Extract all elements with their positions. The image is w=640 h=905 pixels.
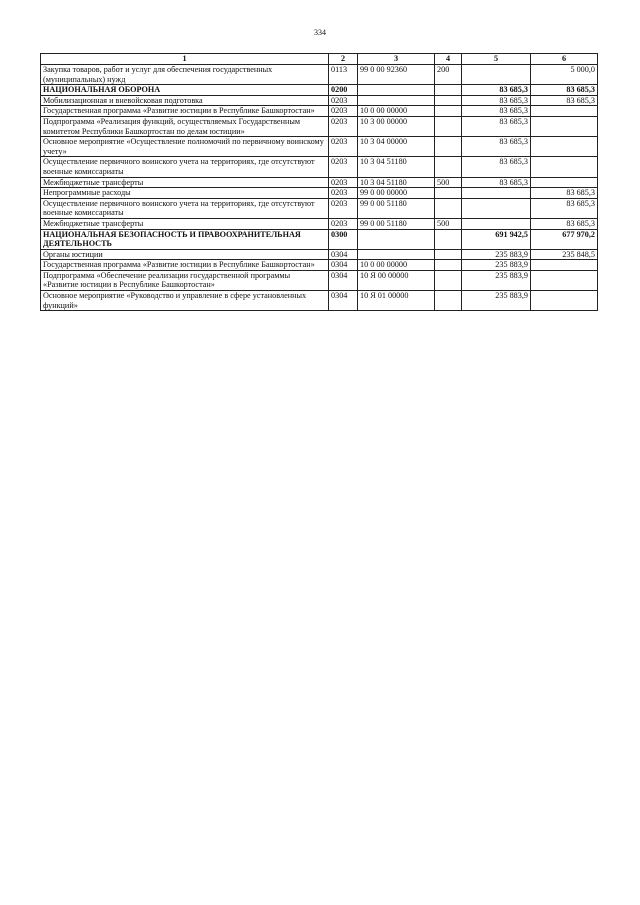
table-row <box>41 95 598 106</box>
row-section-code: 0203 <box>329 116 358 136</box>
row-expense-type <box>435 198 462 218</box>
row-expense-type <box>435 249 462 260</box>
row-amount-col6: 83 685,3 <box>531 95 598 106</box>
table-row <box>41 116 598 136</box>
row-expense-type <box>435 291 462 311</box>
row-name: НАЦИОНАЛЬНАЯ ОБОРОНА <box>41 85 329 96</box>
row-amount-col6 <box>531 106 598 117</box>
table-row <box>41 65 598 85</box>
table-row <box>41 137 598 157</box>
table-row <box>41 291 598 311</box>
row-amount-col6: 83 685,3 <box>531 198 598 218</box>
row-name: Подпрограмма «Реализация функций, осуществляемых Государственным комитетом Республики Башкортостан по делам юстиции» <box>41 116 329 136</box>
row-target-code: 10 3 04 51180 <box>358 177 435 188</box>
row-amount-col5: 83 685,3 <box>462 116 531 136</box>
budget-table <box>40 53 598 311</box>
row-section-code: 0300 <box>329 229 358 249</box>
row-expense-type <box>435 95 462 106</box>
row-amount-col6: 83 685,3 <box>531 188 598 199</box>
row-amount-col5: 83 685,3 <box>462 177 531 188</box>
row-target-code: 10 3 00 00000 <box>358 116 435 136</box>
row-expense-type <box>435 137 462 157</box>
row-amount-col6: 235 848,5 <box>531 249 598 260</box>
header-cell: 1 <box>41 54 329 65</box>
row-expense-type: 500 <box>435 218 462 229</box>
row-section-code: 0203 <box>329 95 358 106</box>
row-name: Государственная программа «Развитие юстиции в Республике Башкортостан» <box>41 260 329 271</box>
row-section-code: 0304 <box>329 270 358 290</box>
row-expense-type <box>435 188 462 199</box>
row-amount-col5: 83 685,3 <box>462 85 531 96</box>
row-amount-col5 <box>462 65 531 85</box>
table-row <box>41 198 598 218</box>
row-amount-col5: 83 685,3 <box>462 137 531 157</box>
header-cell: 4 <box>435 54 462 65</box>
table-row <box>41 270 598 290</box>
row-amount-col5: 691 942,5 <box>462 229 531 249</box>
row-section-code: 0203 <box>329 137 358 157</box>
row-name: Мобилизационная и вневойсковая подготовка <box>41 95 329 106</box>
row-expense-type <box>435 229 462 249</box>
table-row <box>41 260 598 271</box>
row-section-code: 0203 <box>329 157 358 177</box>
row-target-code: 99 0 00 51180 <box>358 218 435 229</box>
header-cell: 3 <box>358 54 435 65</box>
row-name: Непрограммные расходы <box>41 188 329 199</box>
row-name: Межбюджетные трансферты <box>41 177 329 188</box>
header-cell: 2 <box>329 54 358 65</box>
row-section-code: 0113 <box>329 65 358 85</box>
header-row <box>41 54 598 65</box>
table-row <box>41 157 598 177</box>
row-section-code: 0304 <box>329 260 358 271</box>
row-section-code: 0203 <box>329 198 358 218</box>
row-expense-type <box>435 116 462 136</box>
row-name: НАЦИОНАЛЬНАЯ БЕЗОПАСНОСТЬ И ПРАВООХРАНИТЕЛЬНАЯ ДЕЯТЕЛЬНОСТЬ <box>41 229 329 249</box>
row-amount-col5: 235 883,9 <box>462 270 531 290</box>
row-amount-col5 <box>462 198 531 218</box>
table-row <box>41 218 598 229</box>
row-name: Осуществление первичного воинского учета на территориях, где отсутствуют военные комиссариаты <box>41 198 329 218</box>
table-row <box>41 106 598 117</box>
row-name: Межбюджетные трансферты <box>41 218 329 229</box>
row-target-code <box>358 95 435 106</box>
row-amount-col6 <box>531 116 598 136</box>
row-target-code: 10 Я 01 00000 <box>358 291 435 311</box>
row-target-code <box>358 229 435 249</box>
row-amount-col6 <box>531 157 598 177</box>
row-name: Основное мероприятие «Осуществление полномочий по первичному воинскому учету» <box>41 137 329 157</box>
row-expense-type <box>435 106 462 117</box>
row-section-code: 0304 <box>329 249 358 260</box>
table-row <box>41 85 598 96</box>
row-name: Государственная программа «Развитие юстиции в Республике Башкортостан» <box>41 106 329 117</box>
row-amount-col6: 83 685,3 <box>531 85 598 96</box>
row-section-code: 0203 <box>329 106 358 117</box>
row-target-code: 10 Я 00 00000 <box>358 270 435 290</box>
row-name: Органы юстиции <box>41 249 329 260</box>
header-cell: 5 <box>462 54 531 65</box>
row-amount-col5 <box>462 188 531 199</box>
row-expense-type <box>435 260 462 271</box>
row-amount-col6: 677 970,2 <box>531 229 598 249</box>
row-amount-col5: 235 883,9 <box>462 260 531 271</box>
row-name: Закупка товаров, работ и услуг для обеспечения государственных (муниципальных) нужд <box>41 65 329 85</box>
row-target-code: 99 0 00 00000 <box>358 188 435 199</box>
row-expense-type <box>435 270 462 290</box>
row-amount-col6 <box>531 177 598 188</box>
row-expense-type: 200 <box>435 65 462 85</box>
row-expense-type <box>435 85 462 96</box>
table-row <box>41 188 598 199</box>
row-amount-col5: 235 883,9 <box>462 249 531 260</box>
row-amount-col6 <box>531 260 598 271</box>
row-amount-col5: 83 685,3 <box>462 157 531 177</box>
row-amount-col6: 83 685,3 <box>531 218 598 229</box>
row-section-code: 0200 <box>329 85 358 96</box>
row-amount-col5: 83 685,3 <box>462 106 531 117</box>
row-amount-col5 <box>462 218 531 229</box>
row-target-code: 10 0 00 00000 <box>358 106 435 117</box>
page-number: 334 <box>314 28 326 37</box>
row-target-code: 10 3 04 00000 <box>358 137 435 157</box>
row-name: Подпрограмма «Обеспечение реализации государственной программы «Развитие юстиции в Республике Башкортостан» <box>41 270 329 290</box>
row-target-code <box>358 249 435 260</box>
row-target-code: 99 0 00 51180 <box>358 198 435 218</box>
row-amount-col5: 83 685,3 <box>462 95 531 106</box>
row-target-code: 10 0 00 00000 <box>358 260 435 271</box>
row-target-code: 10 3 04 51180 <box>358 157 435 177</box>
row-amount-col6 <box>531 137 598 157</box>
row-section-code: 0203 <box>329 218 358 229</box>
table-row <box>41 229 598 249</box>
row-name: Основное мероприятие «Руководство и управление в сфере установленных функций» <box>41 291 329 311</box>
row-expense-type <box>435 157 462 177</box>
row-amount-col5: 235 883,9 <box>462 291 531 311</box>
row-section-code: 0304 <box>329 291 358 311</box>
row-amount-col6: 5 000,0 <box>531 65 598 85</box>
row-amount-col6 <box>531 270 598 290</box>
table-row <box>41 177 598 188</box>
row-expense-type: 500 <box>435 177 462 188</box>
row-name: Осуществление первичного воинского учета на территориях, где отсутствуют военные комиссариаты <box>41 157 329 177</box>
row-section-code: 0203 <box>329 177 358 188</box>
row-target-code: 99 0 00 92360 <box>358 65 435 85</box>
header-cell: 6 <box>531 54 598 65</box>
row-target-code <box>358 85 435 96</box>
table-row <box>41 249 598 260</box>
row-section-code: 0203 <box>329 188 358 199</box>
row-amount-col6 <box>531 291 598 311</box>
